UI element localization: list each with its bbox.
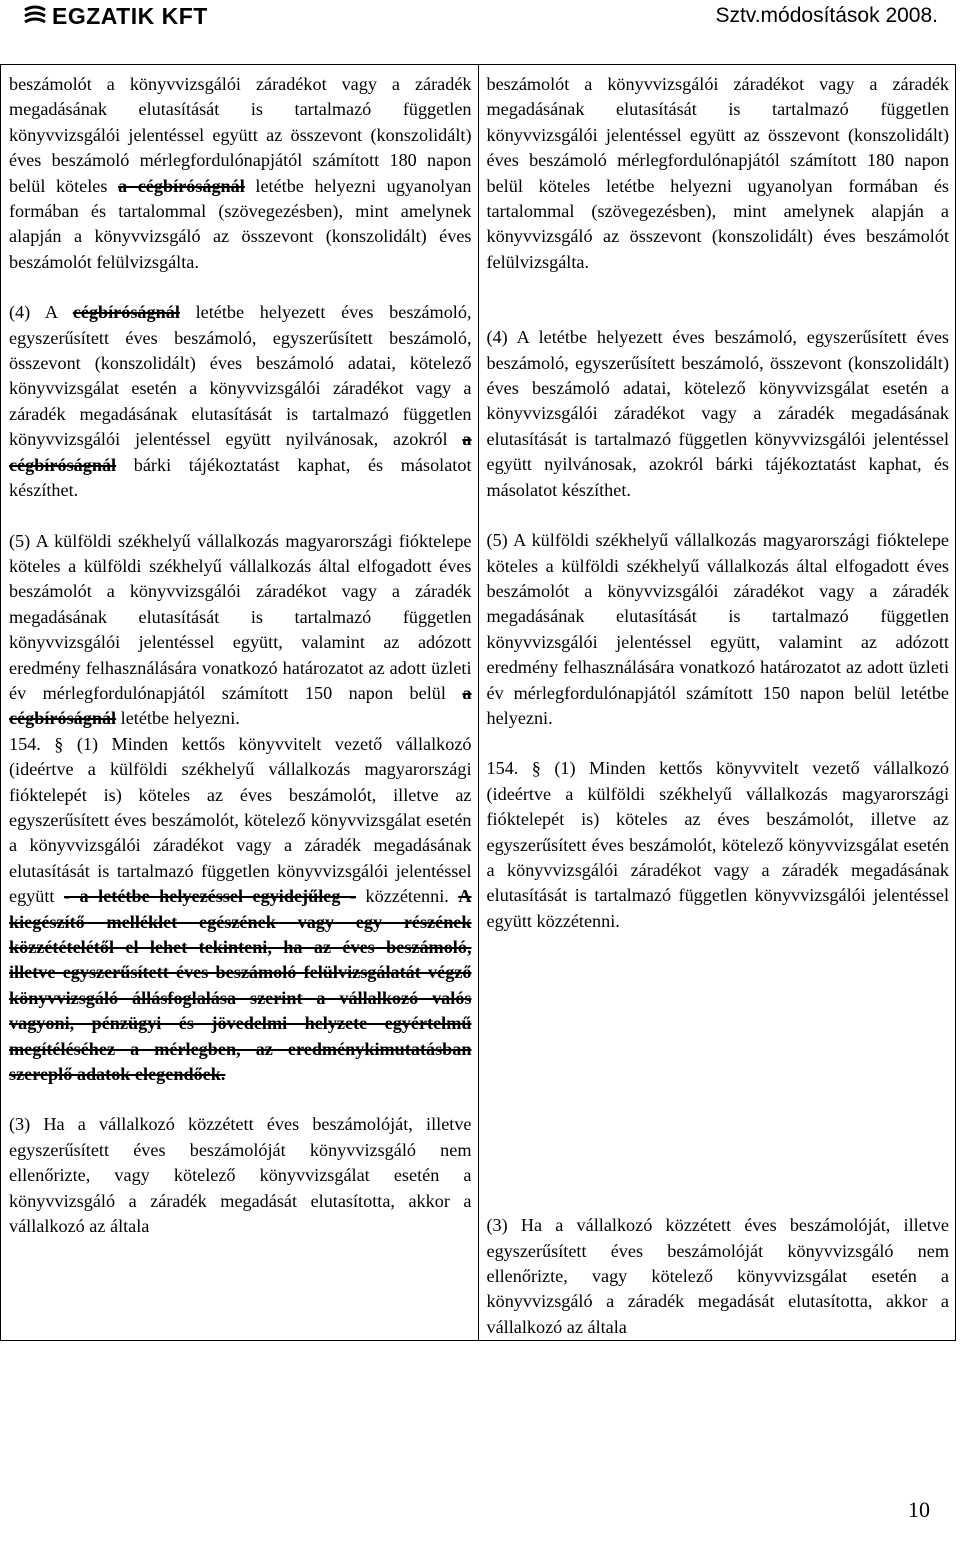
- left-paragraph-3: [9, 529, 472, 732]
- deleted-text: a cégbíróságnál: [9, 682, 472, 729]
- right-paragraph-2: (4) A letétbe helyezett éves beszámoló, egyszerűsített éves beszámoló, egyszerűsített beszámoló, összevont (konszolidált) éves beszámoló adatai, kötelező könyvvizsgálat esetén a könyvvizsgálói záradékot vagy a záradék megadásának elutasítását is tartalmazó független könyvvizsgálói jelentéssel együtt nyilvánosak, azokról bárki tájékoztatást kaphat, és másolatot készíthet.: [486, 327, 949, 500]
- right-paragraph-1: beszámolót a könyvvizsgálói záradékot vagy a záradék megadásának elutasítását is tartalmazó független könyvvizsgálói jelentéssel együtt az összevont (konszolidált) éves beszámoló mérlegfordulónapjától számított 180 napon belül köteles letétbe helyezni ugyanolyan formában és tartalommal (szövegezésben), mint amelynek alapján a könyvvizsgáló az összevont (konszolidált) éves beszámolót felülvizsgálta.: [486, 74, 949, 272]
- text-segment: (4) A: [9, 302, 73, 323]
- text-segment: letétbe helyezni ugyanolyan formában és tartalommal (szövegezésben), mint amelynek alapján a könyvvizsgáló az összevont (konszolidált) éves beszámolót felülvizsgálta.: [9, 175, 472, 272]
- table-row: [1, 65, 956, 1341]
- text-segment: (5) A külföldi székhelyű vállalkozás magyarországi fióktelepe köteles a külföldi székhelyű vállalkozás által elfogadott éves beszámolót a könyvvizsgálói záradékot vagy a záradék megadásának elutasítását is tartalmazó független könyvvizsgálói jelentéssel együtt, valamint az adózott eredmény felhasználására vonatkozó határozatot az adott üzleti év mérlegfordulónapjától számított 150 napon belül: [9, 530, 472, 703]
- text-segment: 154. § (1) Minden kettős könyvvitelt vezető vállalkozó (ideértve a külföldi székhelyű vállalkozás magyarországi fióktelepét is) köteles az éves beszámolót, illetve az egyszerűsített éves beszámolót, kötelező könyvvizsgálat esetén a könyvvizsgálói záradékot vagy a záradék megadásának elutasítását is tartalmazó független könyvvizsgálói jelentéssel együtt: [9, 733, 472, 907]
- left-paragraph-4: [9, 732, 472, 1088]
- text-segment: letétbe helyezni.: [116, 708, 240, 729]
- new-text-column: [478, 65, 956, 1341]
- page-header: [0, 0, 960, 46]
- left-paragraph-5: [9, 1112, 472, 1239]
- deleted-text: - a letétbe helyezéssel egyidejűleg -: [63, 886, 356, 907]
- deleted-text: cégbíróságnál: [72, 302, 180, 323]
- logo-text: EGZATIK KFT: [52, 2, 208, 29]
- page-number: 10: [908, 1497, 930, 1522]
- right-paragraph-3: (5) A külföldi székhelyű vállalkozás magyarországi fióktelepe köteles a külföldi székhelyű vállalkozás által elfogadott éves beszámolót a könyvvizsgálói záradékot vagy a záradék megadásának elutasítását is tartalmazó független könyvvizsgálói jelentéssel együtt, valamint az adózott eredmény felhasználására vonatkozó határozatot az adott üzleti év mérlegfordulónapjától számított 150 napon belül letétbe helyezni.: [486, 530, 949, 728]
- text-segment: közzétenni.: [356, 886, 459, 907]
- deleted-text: A kiegészítő melléklet egészének vagy egy részének közzétételétől el lehet tekinteni, ha az éves beszámoló, illetve egyszerűsített éves beszámoló felülvizsgálatát végző könyvvizsgáló állásfoglalása szerint a vállalkozó valós vagyoni, pénzügyi és jövedelmi helyzete egyértelmű megítéléséhez a mérlegben, az eredménykimutatásban szereplő adatok elegendőek.: [9, 886, 472, 1085]
- deleted-text: a cégbíróságnál: [118, 175, 245, 196]
- document-title: Sztv.módosítások 2008.: [715, 4, 938, 27]
- egzatik-logo-icon: [22, 4, 48, 28]
- comparison-table: [0, 64, 956, 1341]
- text-segment: (3) Ha a vállalkozó közzétett éves beszámolóját, illetve egyszerűsített éves beszámolóját könyvvizsgáló nem ellenőrizte, vagy kötelező könyvvizsgálat esetén a könyvvizsgáló a záradék megadását elutasította, akkor a vállalkozó az általa: [9, 1114, 472, 1237]
- deleted-text: a cégbíróságnál: [9, 429, 472, 475]
- right-paragraph-5: (3) Ha a vállalkozó közzétett éves beszámolóját, illetve egyszerűsített éves beszámolóját könyvvizsgáló nem ellenőrizte, vagy kötelező könyvvizsgálat esetén a könyvvizsgáló a záradék megadását elutasította, akkor a vállalkozó az általa: [486, 1215, 949, 1337]
- old-text-column: [1, 65, 479, 1341]
- left-paragraph-2: [9, 300, 472, 503]
- text-segment: bárki tájékoztatást kaphat, és másolatot készíthet.: [9, 454, 472, 501]
- text-segment: beszámolót a könyvvizsgálói záradékot vagy a záradék megadásának elutasítását is tartalmazó független könyvvizsgálói jelentéssel együtt az összevont (konszolidált) éves beszámoló mérlegfordulónapjától számított 180 napon belül köteles: [9, 74, 472, 196]
- text-segment: letétbe helyezett éves beszámoló, egyszerűsített éves beszámoló, egyszerűsített beszámoló, összevont (konszolidált) éves beszámoló adatai, kötelező könyvvizsgálat esetén a könyvvizsgálói záradékot vagy a záradék megadásának elutasítását is tartalmazó független könyvvizsgálói jelentéssel együtt nyilvánosak, azokról: [9, 302, 472, 450]
- right-paragraph-4: 154. § (1) Minden kettős könyvvitelt vezető vállalkozó (ideértve a külföldi székhelyű vállalkozás magyarországi fióktelepét is) köteles az éves beszámolót, illetve az egyszerűsített éves beszámolót, kötelező könyvvizsgálat esetén a könyvvizsgálói záradékot vagy a záradék megadásának elutasítását is tartalmazó független könyvvizsgálói jelentéssel együtt közzétenni.: [486, 758, 949, 931]
- company-logo: [22, 2, 208, 30]
- left-paragraph-1: [9, 72, 472, 275]
